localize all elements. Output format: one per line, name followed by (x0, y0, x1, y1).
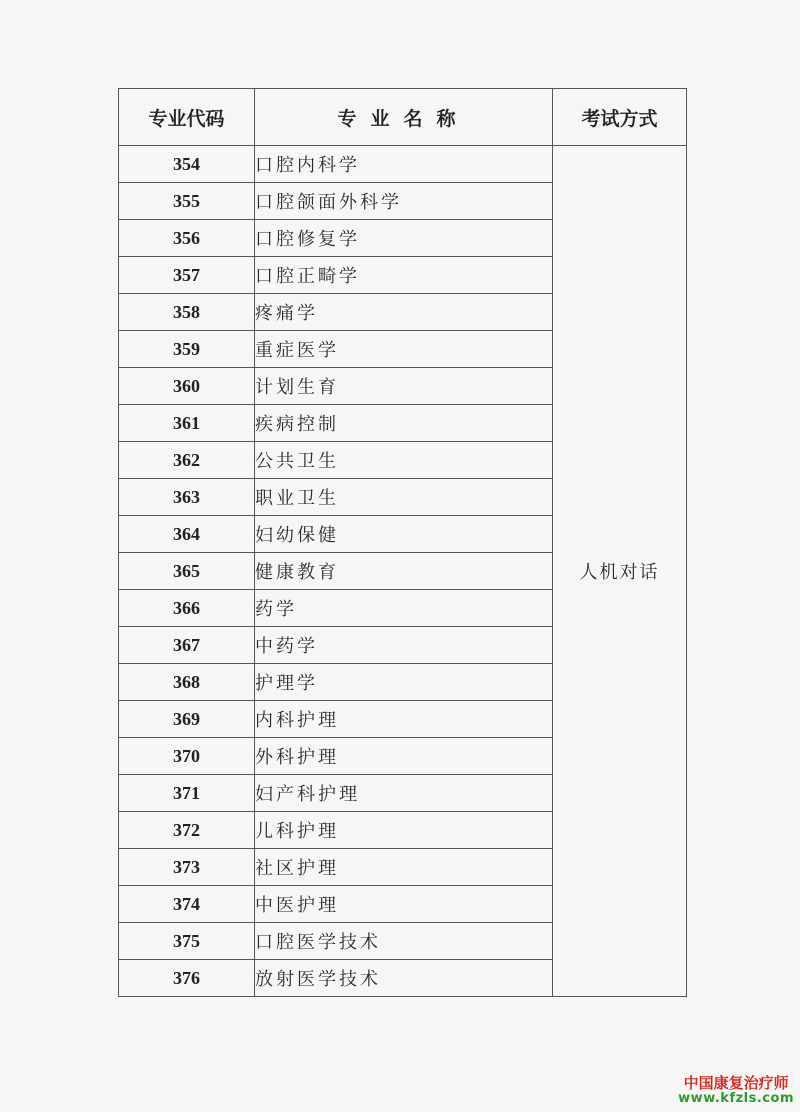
major-code-cell: 357 (119, 257, 255, 294)
major-code-cell: 373 (119, 849, 255, 886)
major-code-cell: 369 (119, 701, 255, 738)
major-code-cell: 363 (119, 479, 255, 516)
major-code-cell: 368 (119, 664, 255, 701)
major-code-cell: 376 (119, 960, 255, 997)
major-name-cell: 放射医学技术 (255, 960, 553, 997)
major-name-cell: 妇产科护理 (255, 775, 553, 812)
major-code-cell: 366 (119, 590, 255, 627)
major-name-cell: 口腔医学技术 (255, 923, 553, 960)
major-name-cell: 职业卫生 (255, 479, 553, 516)
major-code-cell: 364 (119, 516, 255, 553)
major-name-cell: 儿科护理 (255, 812, 553, 849)
header-major-name: 专业名称 (255, 89, 553, 146)
major-code-cell: 358 (119, 294, 255, 331)
major-name-cell: 社区护理 (255, 849, 553, 886)
major-code-cell: 367 (119, 627, 255, 664)
major-code-cell: 362 (119, 442, 255, 479)
major-name-cell: 护理学 (255, 664, 553, 701)
major-code-cell: 361 (119, 405, 255, 442)
major-name-cell: 疼痛学 (255, 294, 553, 331)
major-name-cell: 妇幼保健 (255, 516, 553, 553)
major-name-cell: 口腔颌面外科学 (255, 183, 553, 220)
table-header-row (119, 89, 687, 146)
major-code-cell: 355 (119, 183, 255, 220)
major-name-cell: 内科护理 (255, 701, 553, 738)
major-exam-table (118, 88, 687, 997)
major-code-cell: 356 (119, 220, 255, 257)
major-code-cell: 372 (119, 812, 255, 849)
major-code-cell: 375 (119, 923, 255, 960)
table-body (119, 146, 687, 997)
table-row (119, 146, 687, 183)
major-code-cell: 370 (119, 738, 255, 775)
major-code-cell: 354 (119, 146, 255, 183)
major-name-cell: 计划生育 (255, 368, 553, 405)
major-code-cell: 365 (119, 553, 255, 590)
watermark-title: 中国康复治疗师 (683, 1074, 789, 1093)
exam-mode-cell: 人机对话 (553, 146, 687, 997)
header-major-code: 专业代码 (119, 89, 255, 146)
major-name-cell: 口腔正畸学 (255, 257, 553, 294)
major-name-cell: 中医护理 (255, 886, 553, 923)
major-name-cell: 健康教育 (255, 553, 553, 590)
major-name-cell: 重症医学 (255, 331, 553, 368)
major-name-cell: 药学 (255, 590, 553, 627)
major-name-cell: 口腔内科学 (255, 146, 553, 183)
major-name-cell: 中药学 (255, 627, 553, 664)
major-name-cell: 外科护理 (255, 738, 553, 775)
watermark-url: www.kfzls.com (678, 1090, 794, 1106)
site-watermark (678, 1075, 794, 1106)
major-name-cell: 口腔修复学 (255, 220, 553, 257)
major-name-cell: 疾病控制 (255, 405, 553, 442)
major-name-cell: 公共卫生 (255, 442, 553, 479)
major-code-cell: 360 (119, 368, 255, 405)
header-exam-mode: 考试方式 (553, 89, 687, 146)
major-code-cell: 374 (119, 886, 255, 923)
major-code-cell: 371 (119, 775, 255, 812)
major-code-cell: 359 (119, 331, 255, 368)
